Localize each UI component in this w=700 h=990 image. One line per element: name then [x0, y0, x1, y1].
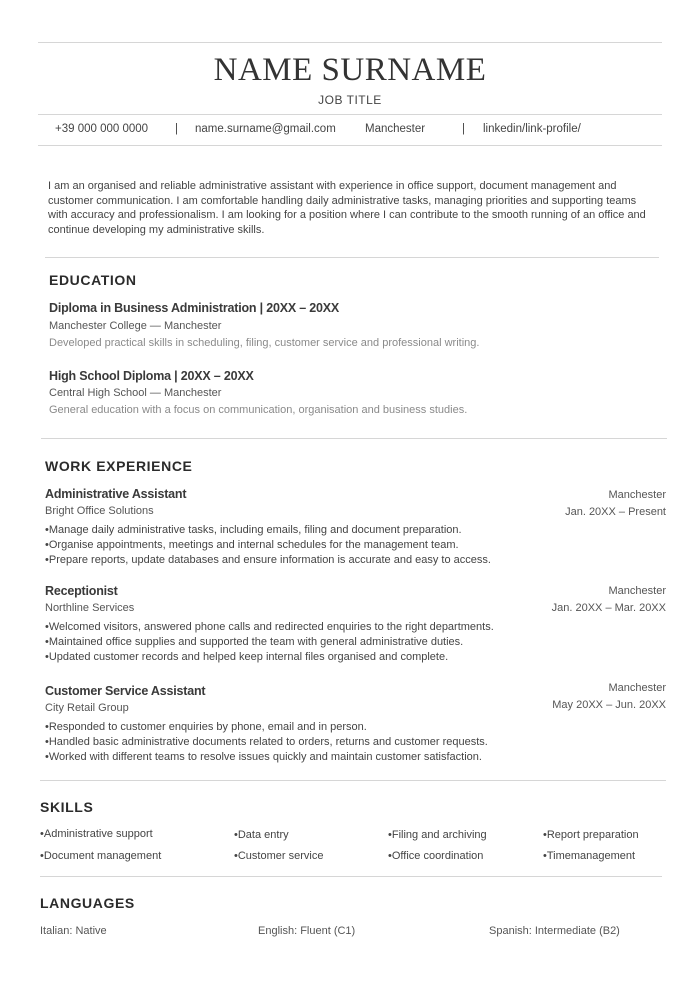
list-item: • Maintained office supplies and supported the team with general administrative duties.	[45, 635, 494, 650]
work-experience-heading: WORK EXPERIENCE	[45, 458, 193, 474]
candidate-name: NAME SURNAME	[213, 52, 487, 88]
job-bullet-list	[45, 523, 491, 568]
list-item: • Updated customer records and helped keep internal files organised and complete.	[45, 650, 494, 665]
list-item: • Worked with different teams to resolve issues quickly and maintain customer satisfaction.	[45, 750, 488, 765]
section-divider	[41, 438, 667, 439]
education-description: Developed practical skills in scheduling, filing, customer service and professional writing.	[49, 337, 480, 349]
phone-number: +39 000 000 0000	[55, 123, 149, 135]
job-location: Manchester	[608, 489, 666, 501]
list-item: • Handled basic administrative documents related to orders, returns and customer requests.	[45, 735, 488, 750]
job-dates: May 20XX – Jun. 20XX	[552, 699, 666, 711]
education-school: Manchester College — Manchester	[49, 320, 222, 332]
job-location: Manchester	[608, 682, 666, 694]
email-link[interactable]: name.surname@gmail.com	[195, 123, 336, 135]
list-item: • Welcomed visitors, answered phone calls and redirected enquiries to the right departments.	[45, 620, 494, 635]
job-company: Northline Services	[45, 602, 135, 614]
skill-item: • Document management	[40, 850, 161, 862]
language-item: English: Fluent (C1)	[258, 925, 356, 937]
list-item: • Prepare reports, update databases and ensure information is accurate and easy to access.	[45, 553, 491, 568]
list-item: • Organise appointments, meetings and internal schedules for the management team.	[45, 538, 491, 553]
job-dates: Jan. 20XX – Present	[565, 506, 666, 518]
skill-item: • Customer service	[234, 850, 323, 862]
education-description: General education with a focus on communication, organisation and business studies.	[49, 404, 468, 416]
job-company: City Retail Group	[45, 702, 129, 714]
job-dates: Jan. 20XX – Mar. 20XX	[551, 602, 666, 614]
top-divider	[38, 42, 662, 43]
contact-divider	[38, 145, 662, 146]
skill-item: • Filing and archiving	[388, 829, 487, 841]
job-bullet-list	[45, 620, 494, 665]
job-title: JOB TITLE	[318, 93, 382, 107]
header-divider	[38, 114, 662, 115]
skill-item: • Data entry	[234, 829, 289, 841]
job-bullet-list	[45, 720, 488, 765]
education-heading: EDUCATION	[49, 272, 137, 288]
skill-item: • Office coordination	[388, 850, 483, 862]
skill-item: • Timemanagement	[543, 850, 635, 862]
skill-item: • Administrative support	[40, 828, 153, 840]
job-company: Bright Office Solutions	[45, 505, 154, 517]
language-item: Spanish: Intermediate (B2)	[489, 925, 620, 937]
job-role: Receptionist	[45, 584, 118, 598]
list-item: • Responded to customer enquiries by phone, email and in person.	[45, 720, 488, 735]
education-school: Central High School — Manchester	[49, 387, 222, 399]
skill-item: • Report preparation	[543, 829, 639, 841]
job-role: Customer Service Assistant	[45, 684, 206, 698]
section-divider	[40, 780, 666, 781]
city: Manchester	[365, 123, 426, 135]
section-divider	[40, 876, 662, 877]
skills-heading: SKILLS	[40, 799, 94, 815]
languages-heading: LANGUAGES	[40, 895, 135, 911]
linkedin-link[interactable]: linkedin/link-profile/	[483, 123, 581, 135]
job-role: Administrative Assistant	[45, 487, 187, 501]
contact-separator: |	[462, 123, 465, 135]
education-degree: Diploma in Business Administration | 20XX – 20XX	[49, 301, 340, 315]
education-degree: High School Diploma | 20XX – 20XX	[49, 369, 254, 383]
contact-separator: |	[175, 123, 178, 135]
profile-summary: I am an organised and reliable administrative assistant with experience in office support, document management and customer communication. I am comfortable handling daily administrative tasks, managing priorities and supporting teams with accuracy and professionalism. I am looking for a position where I can contribute to the smooth running of an office and continue developing my administrative skills.	[48, 180, 646, 236]
section-divider	[45, 257, 659, 258]
job-location: Manchester	[608, 585, 666, 597]
language-item: Italian: Native	[40, 925, 107, 937]
list-item: • Manage daily administrative tasks, including emails, filing and document preparation.	[45, 523, 491, 538]
